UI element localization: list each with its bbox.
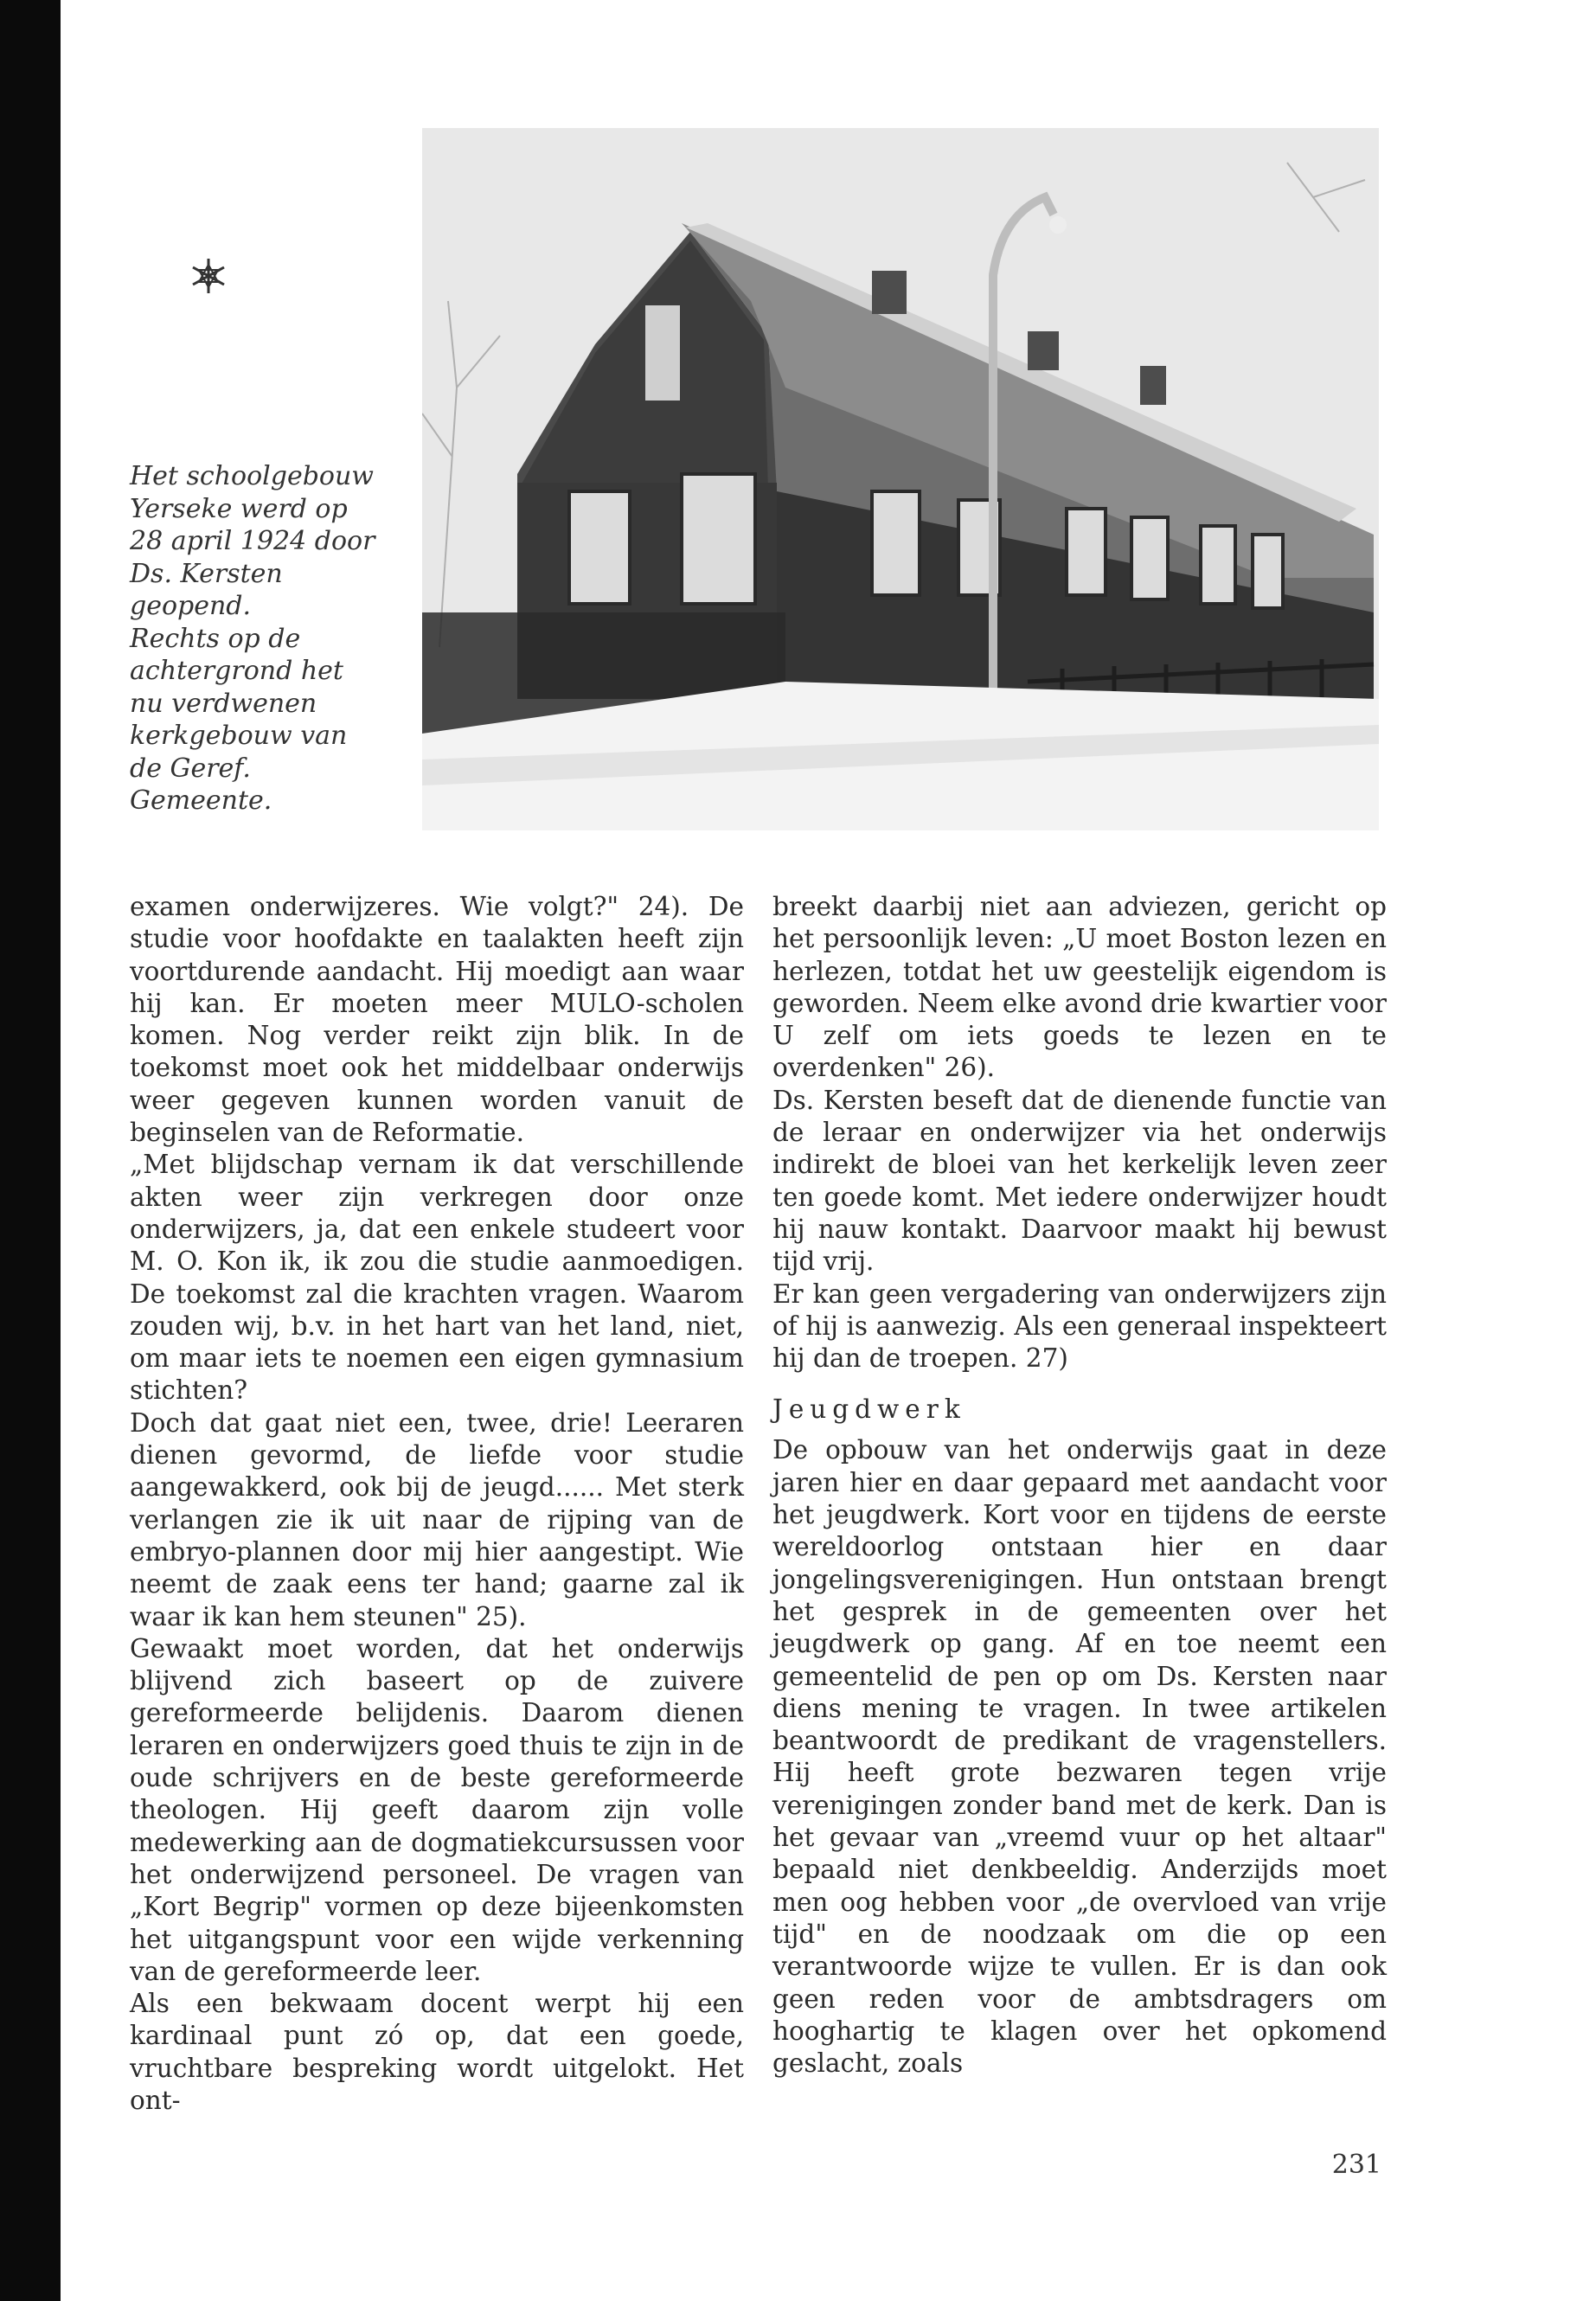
paragraph: Gewaakt moet worden, dat het onderwijs blijvend zich baseert op de zuivere gereformeerde belijdenis. Daarom dienen leraren en onderwijzers goed thuis te zijn in de oude schrijvers en de beste gereformeerde theologen. Hij geeft daarom zijn volle medewerking aan de dogmatiekcursussen voor het onderwijzend personeel. De vragen van „Kort Begrip" vormen op deze bijeenkomsten het uitgangspunt voor een wijde verkenning van de gereformeerde leer. <box>130 1633 744 1986</box>
paragraph: „Met blijdschap vernam ik dat verschillende akten weer zijn verkregen door onze onderwijzers, ja, dat een enkele studeert voor M. O. Kon ik, ik zou die studie aanmoedigen. De toekomst zal die krachten vragen. Waarom zouden wij, b.v. in het hart van het land, niet, om maar iets te noemen een eigen gymnasium stichten? <box>130 1150 744 1406</box>
right-text-column <box>772 891 1387 2080</box>
paragraph: examen onderwijzeres. Wie volgt?" 24). De studie voor hoofdakte en taalakten heeft zijn voortdurende aandacht. Hij moedigt aan waar hij kan. Er moeten meer MULO-scholen komen. Nog verder reikt zijn blik. In de toekomst moet ook het middelbaar onderwijs weer gegeven kunnen worden vanuit de beginselen van de Reformatie. <box>130 892 744 1148</box>
paragraph: De opbouw van het onderwijs gaat in deze jaren hier en daar gepaard met aandacht voor het jeugdwerk. Kort voor en tijdens de eerste wereldoorlog ontstaan hier en daar jongelingsverenigingen. Hun ontstaan brengt het gesprek in de gemeenten over het jeugdwerk op gang. Af en toe neemt een gemeentelid de pen op om Ds. Kersten naar diens mening te vragen. In twee artikelen beantwoordt de predikant de vragenstellers. Hij heeft grote bezwaren tegen vrije verenigingen zonder band met de kerk. Dan is het gevaar van „vreemd vuur op het altaar" bepaald niet denkbeeldig. Anderzijds moet men oog hebben voor „de overvloed van vrije tijd" en de noodzaak om die op een verantwoorde wijze te vullen. Er is dan ook geen reden voor de ambtsdragers om hooghartig te klagen over het opkomend geslacht, zoals <box>772 1435 1387 2079</box>
scan-edge <box>0 0 61 2301</box>
paragraph: Er kan geen vergadering van onderwijzers zijn of hij is aanwezig. Als een generaal inspekteert hij dan de troepen. 27) <box>772 1279 1387 1374</box>
page-number: 231 <box>1331 2150 1381 2180</box>
paragraph: Als een bekwaam docent werpt hij een kardinaal punt zó op, dat een goede, vruchtbare bespreking wordt uitgelokt. Het ont- <box>130 1989 744 2115</box>
paragraph: Doch dat gaat niet een, twee, drie! Leeraren dienen gevormd, de liefde voor studie aangewakkerd, ook bij de jeugd...... Met sterk verlangen zie ik uit naar de rijping van de embryo-plannen door mij hier aangestipt. Wie neemt de zaak eens ter hand; gaarne zal ik waar ik kan hem steunen" 25). <box>130 1407 744 1631</box>
left-text-column <box>130 891 744 2117</box>
section-heading: Jeugdwerk <box>772 1394 966 1425</box>
star-ornament-icon <box>189 256 228 296</box>
photo-caption: Het schoolgebouw Yerseke werd op 28 april 1924 door Ds. Kersten geopend. Rechts op de achtergrond het nu verdwenen kerkgebouw van de Geref. Gemeente. <box>130 461 375 816</box>
paragraph: Ds. Kersten beseft dat de dienende functie van de leraar en onderwijzer via het onderwijs indirekt de bloei van het kerkelijk leven zeer ten goede komt. Met iedere onderwijzer houdt hij nauw kontakt. Daarvoor maakt hij bewust tijd vrij. <box>772 1085 1387 1277</box>
paragraph: breekt daarbij niet aan adviezen, gericht op het persoonlijk leven: „U moet Boston lezen en herlezen, totdat het uw geestelijk eigendom is geworden. Neem elke avond drie kwartier voor U zelf om iets goeds te lezen en te overdenken" 26). <box>772 892 1387 1083</box>
school-building-photo <box>422 128 1379 830</box>
